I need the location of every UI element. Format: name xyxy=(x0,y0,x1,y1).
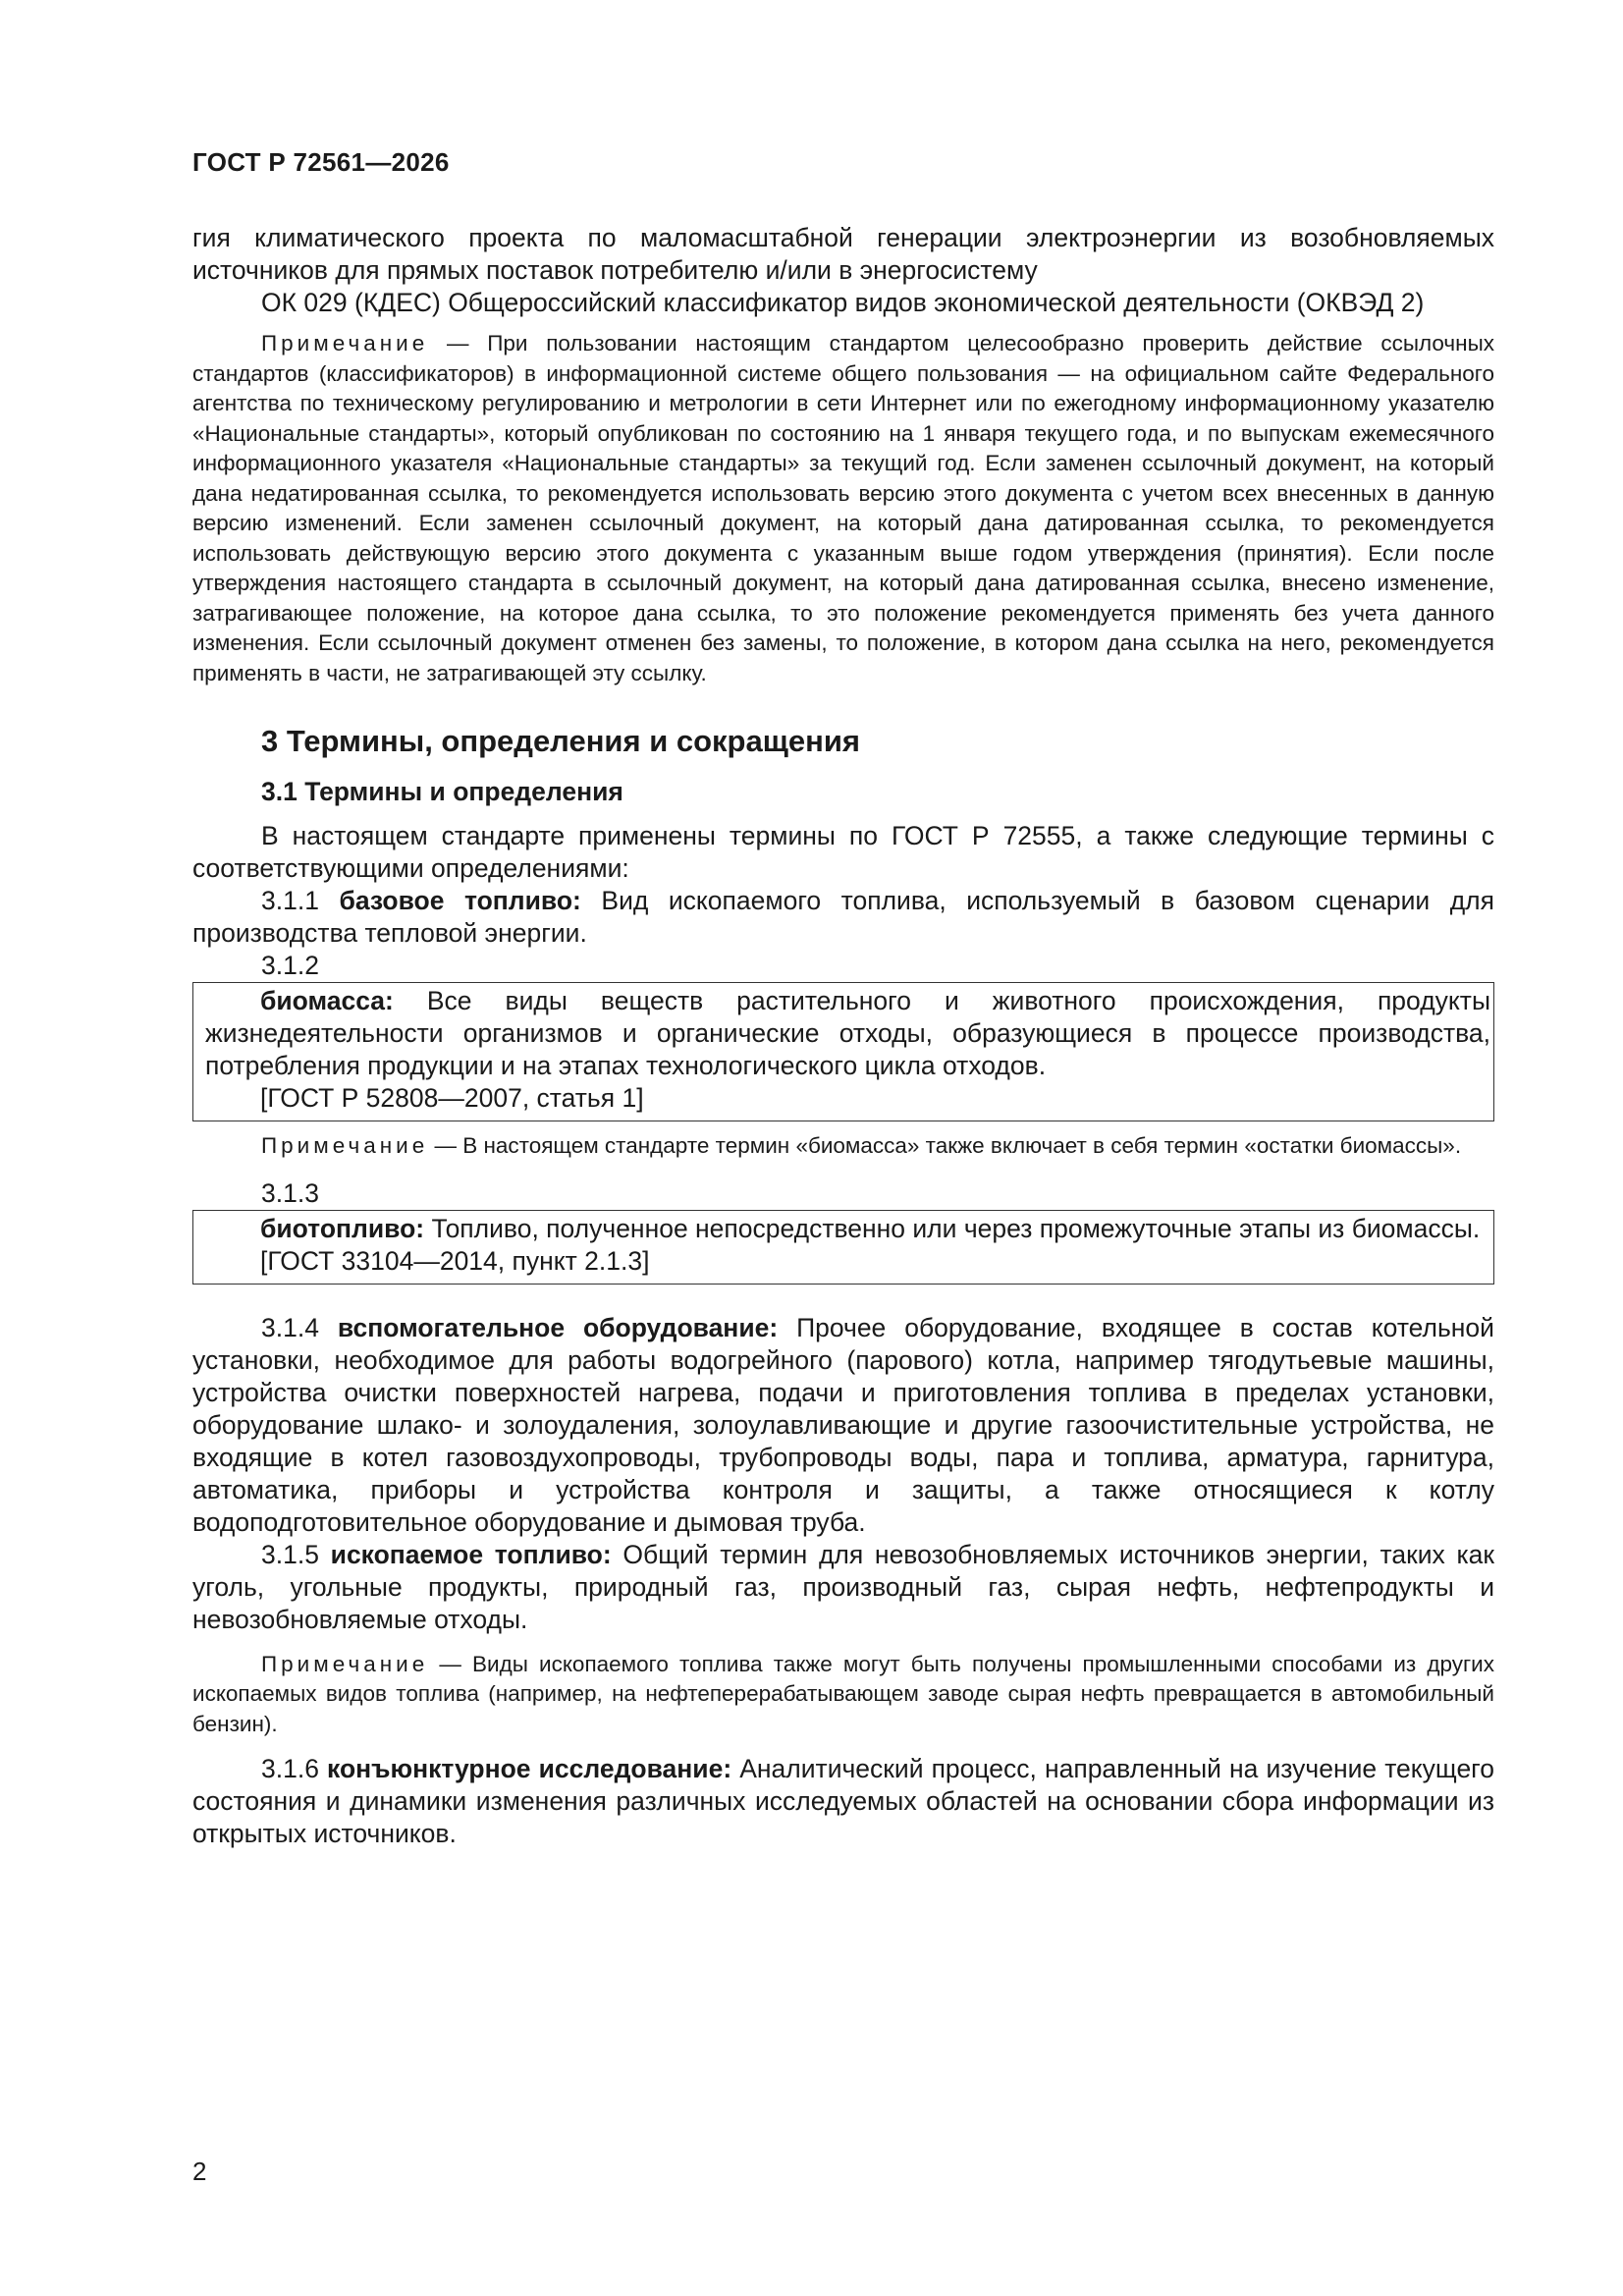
document-body xyxy=(192,222,1494,1850)
term-number: 3.1.4 xyxy=(261,1312,319,1342)
section-title: 3 Термины, определения и сокращения xyxy=(261,724,860,758)
ok-classifier-line: ОК 029 (КДЕС) Общероссийский классификатор видов экономической деятельности (ОКВЭД 2) xyxy=(261,288,1425,317)
term-name: биотопливо: xyxy=(260,1213,425,1243)
term-number-3-1-3: 3.1.3 xyxy=(261,1177,319,1208)
note-fossil-fuel xyxy=(192,1650,1494,1740)
term-definition: Прочее оборудование, входящее в состав котельной установки, необходимое для работы водогрейного (парового) котла, например тягодутьевые машины, устройства очистки поверхностей нагрева, подачи и приготовления топлива в пределах установки, оборудование шлако- и золоудаления, золоулавливающие и другие газоочистительные устройства, не входящие в котел газовоздухопроводы, трубопроводы воды, пара и топлива, арматура, гарнитура, автоматика, приборы и устройства контроля и защиты, а также относящиеся к котлу водоподготовительное оборудование и дымовая труба. xyxy=(192,1312,1494,1537)
term-3-1-1 xyxy=(192,885,1494,950)
term-name: вспомогательное оборудование: xyxy=(337,1312,779,1342)
term-name: биомасса: xyxy=(260,986,394,1015)
page-number: 2 xyxy=(192,2157,207,2186)
term-number: 3.1.1 xyxy=(261,886,319,915)
note-text: — Виды ископаемого топлива также могут быть получены промышленными способами из других ископаемых видов топлива (например, на нефтеперерабатывающем заводе сырая нефть превращается в автомобильный бензин). xyxy=(192,1651,1494,1736)
subsection-title: 3.1 Термины и определения xyxy=(261,777,623,806)
term-source: [ГОСТ Р 52808—2007, статья 1] xyxy=(260,1083,644,1113)
term-3-1-2 xyxy=(205,985,1490,1082)
term-box-3-1-3 xyxy=(192,1210,1494,1285)
note-biomass xyxy=(192,1131,1494,1162)
term-3-1-4 xyxy=(192,1312,1494,1539)
continued-paragraph: гия климатического проекта по маломасштабной генерации электроэнергии из возобновляемых источников для прямых поставок потребителю и/или в энергосистему xyxy=(192,223,1494,285)
term-definition: Общий термин для невозобновляемых источников энергии, таких как уголь, угольные продукты, природный газ, производный газ, сырая нефть, нефтепродукты и невозобновляемые отходы. xyxy=(192,1539,1494,1634)
section-intro: В настоящем стандарте применены термины по ГОСТ Р 72555, а также следующие термины с соответствующими определениями: xyxy=(192,821,1494,883)
note-text: — При пользовании настоящим стандартом целесообразно проверить действие ссылочных стандартов (классификаторов) в информационной системе общего пользования — на официальном сайте Федерального агентства по техническому регулированию и метрологии в сети Интернет или по ежегодному информационному указателю «Национальные стандарты», который опубликован по состоянию на 1 января текущего года, и по выпускам ежемесячного информационного указателя «Национальные стандарты» за текущий год. Если заменен ссылочный документ, на который дана недатированная ссылка, то рекомендуется использовать версию этого документа с учетом всех внесенных в данную версию изменений. Если заменен ссылочный документ, на который дана датированная ссылка, то рекомендуется использовать действующую версию этого документа с указанным выше годом утверждения (принятия). Если после утверждения настоящего стандарта в ссылочный документ, на который дана датированная ссылка, внесено изменение, затрагивающее положение, на которое дана ссылка, то это положение рекомендуется применять без учета данного изменения. Если ссылочный документ отменен без замены, то положение, в котором дана ссылка на него, рекомендуется применять в части, не затрагивающей эту ссылку. xyxy=(192,331,1494,685)
term-source: [ГОСТ 33104—2014, пункт 2.1.3] xyxy=(260,1245,650,1276)
note-text: — В настоящем стандарте термин «биомасса» также включает в себя термин «остатки биомассы». xyxy=(428,1133,1462,1158)
term-number-3-1-2: 3.1.2 xyxy=(261,951,319,980)
term-3-1-3 xyxy=(205,1213,1490,1245)
term-definition: Все виды веществ растительного и животного происхождения, продукты жизнедеятельности организмов и органические отходы, образующиеся в процессе производства, потребления продукции и на этапах технологического цикла отходов. xyxy=(205,986,1490,1080)
document-code-header: ГОСТ Р 72561—2026 xyxy=(192,147,450,177)
term-name: конъюнктурное исследование: xyxy=(327,1754,732,1783)
term-box-3-1-2 xyxy=(192,982,1494,1121)
note-reference-standards xyxy=(192,329,1494,688)
term-definition: Топливо, полученное непосредственно или через промежуточные этапы из биомассы. xyxy=(424,1213,1481,1243)
term-number: 3.1.6 xyxy=(261,1754,319,1783)
term-3-1-5 xyxy=(192,1539,1494,1636)
term-name: ископаемое топливо: xyxy=(330,1539,612,1569)
term-name: базовое топливо: xyxy=(339,886,581,915)
term-definition: Аналитический процесс, направленный на изучение текущего состояния и динамики изменения различных исследуемых областей на основании сбора информации из открытых источников. xyxy=(192,1754,1495,1848)
term-3-1-6 xyxy=(192,1753,1494,1850)
note-label: Примечание xyxy=(261,331,429,355)
note-label: Примечание xyxy=(261,1651,429,1676)
note-label: Примечание xyxy=(261,1133,429,1158)
term-number: 3.1.5 xyxy=(261,1539,319,1569)
term-definition: Вид ископаемого топлива, используемый в базовом сценарии для производства тепловой энергии. xyxy=(192,886,1494,948)
